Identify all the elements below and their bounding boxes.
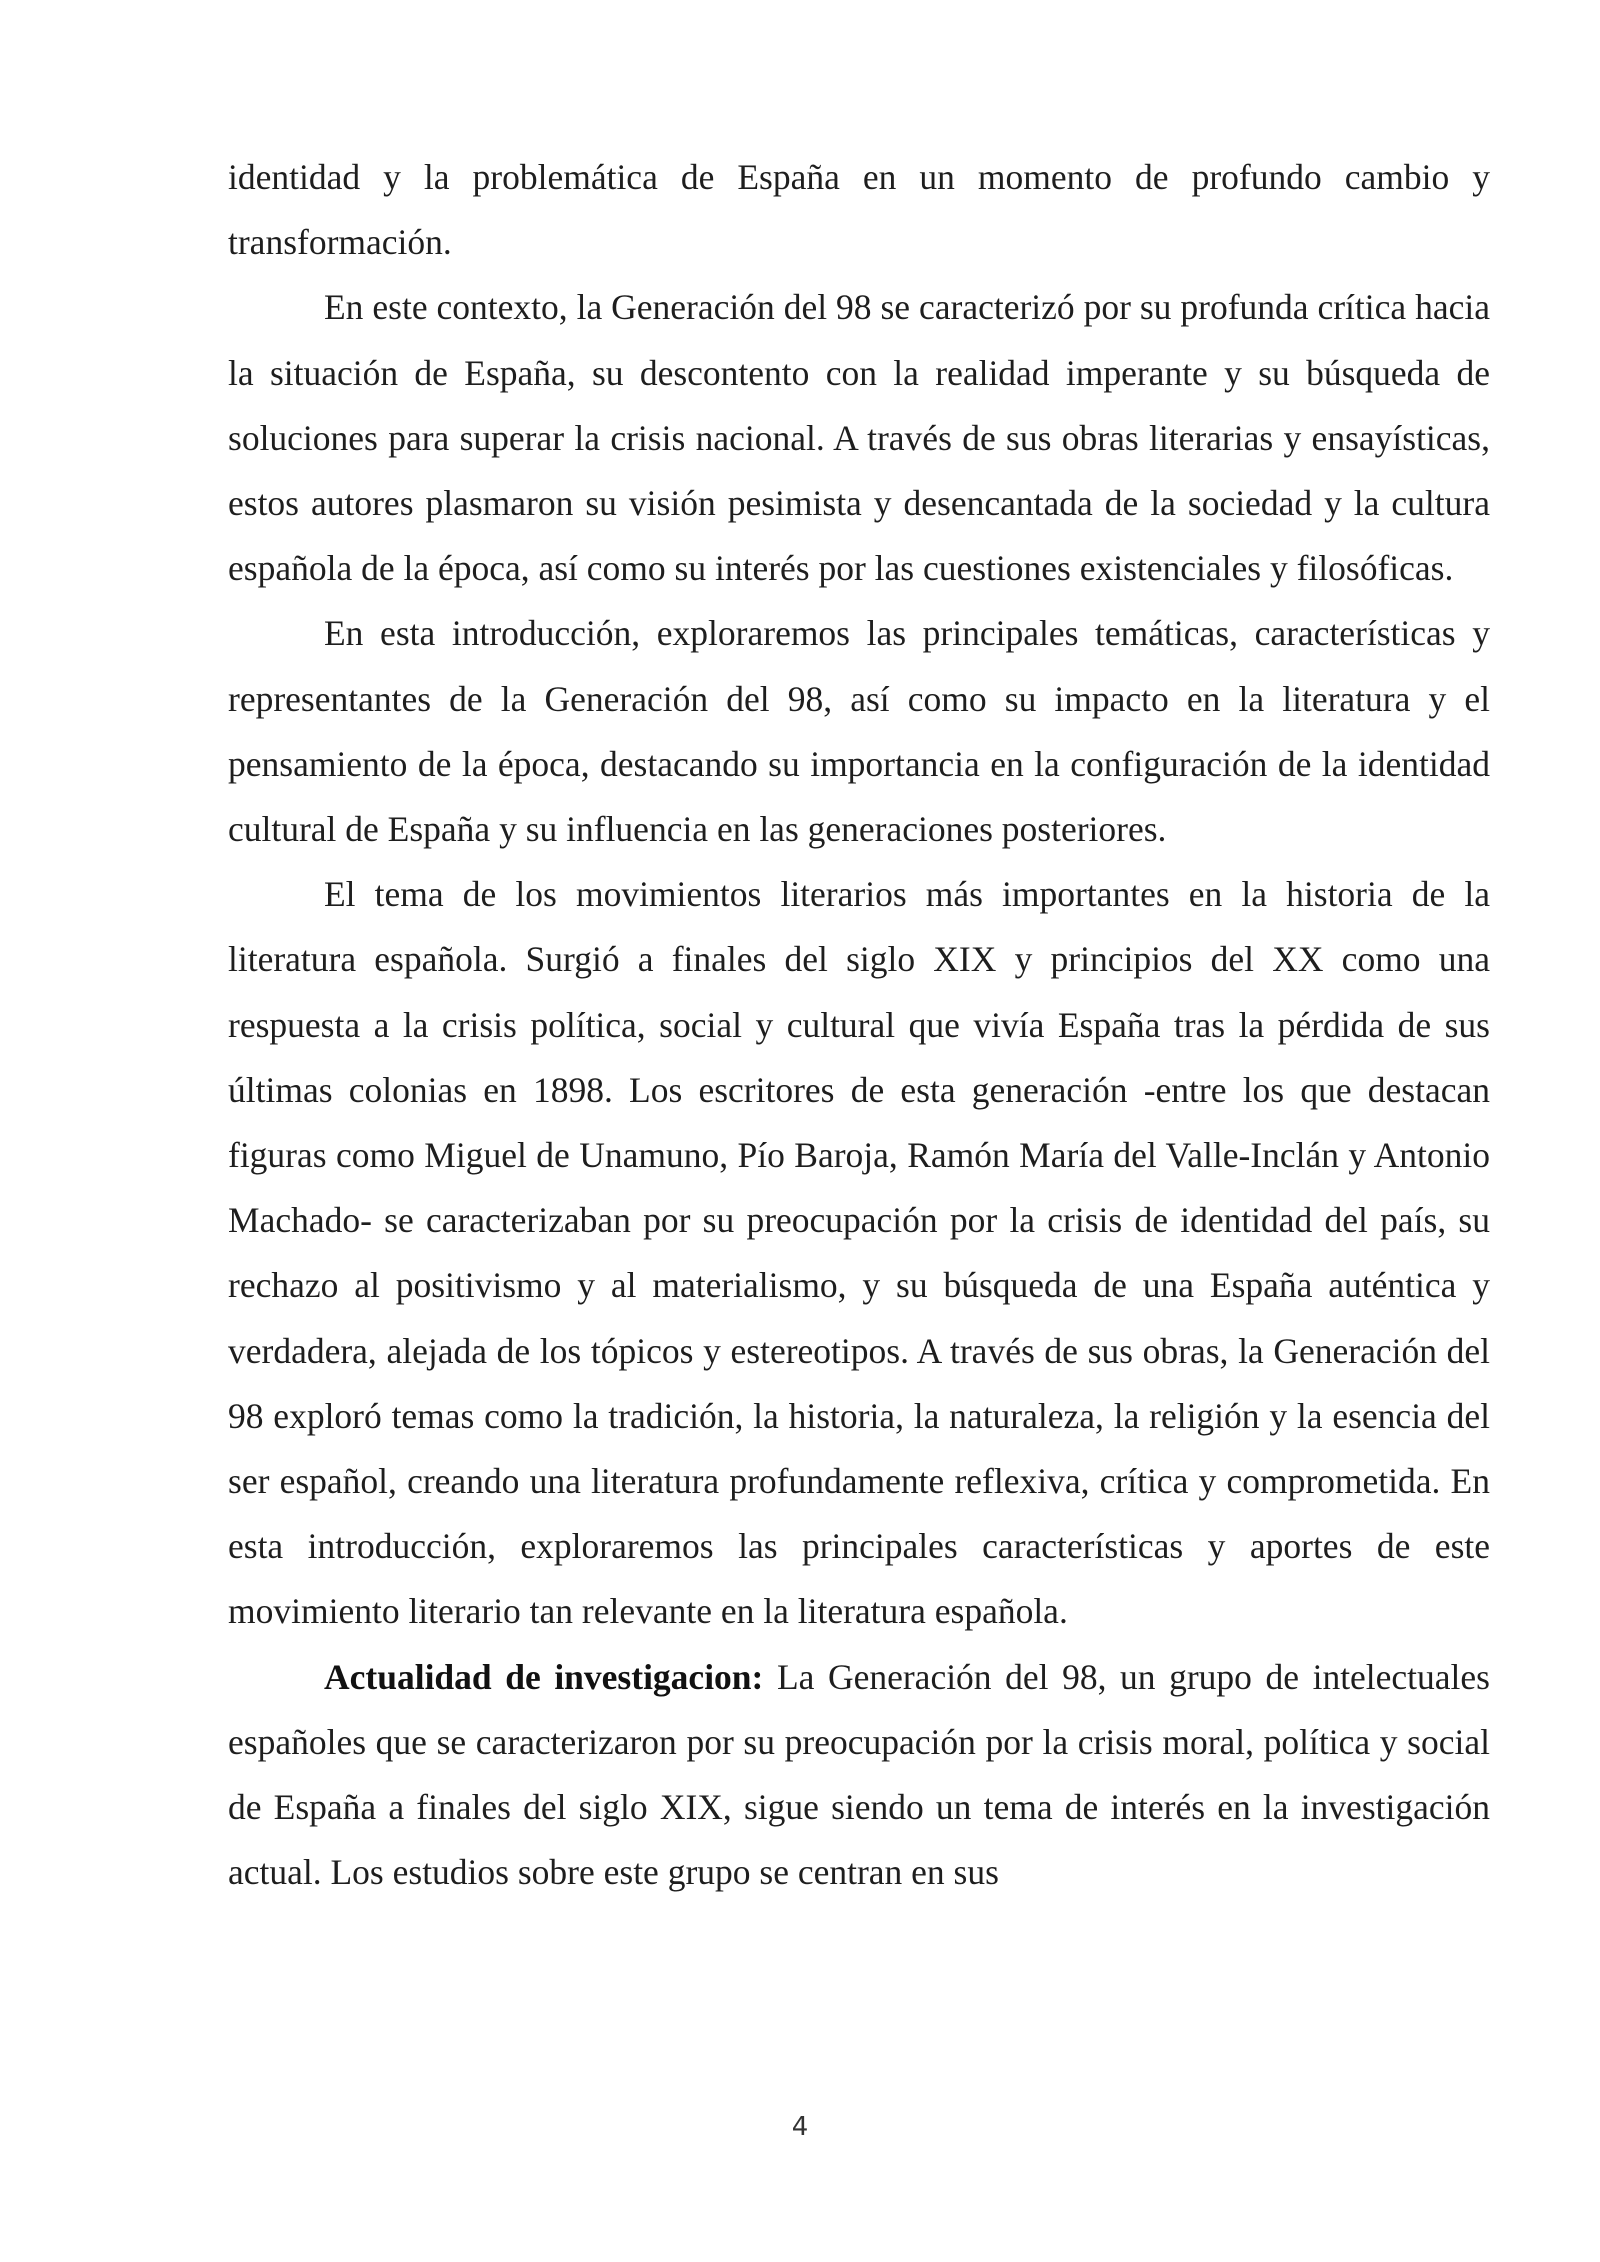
research-actuality-heading: Actualidad de investigacion: (324, 1656, 764, 1697)
research-actuality-text: La Generación del 98, un grupo de intelectuales españoles que se caracterizaron por su preocupación por la crisis moral, política y social de España a finales del siglo XIX, sigue siendo un tema de interés en la investigación actual. Los estudios sobre este grupo se centran en sus (228, 1656, 1490, 1893)
paragraph-movement: El tema de los movimientos literarios más importantes en la historia de la literatura española. Surgió a finales del siglo XIX y principios del XX como una respuesta a la crisis política, social y cultural que vivía España tras la pérdida de sus últimas colonias en 1898. Los escritores de esta generación -entre los que destacan figuras como Miguel de Unamuno, Pío Baroja, Ramón María del Valle-Inclán y Antonio Machado- se caracterizaban por su preocupación por la crisis de identidad del país, su rechazo al positivismo y al materialismo, y su búsqueda de una España auténtica y verdadera, alejada de los tópicos y estereotipos. A través de sus obras, la Generación del 98 exploró temas como la tradición, la historia, la naturaleza, la religión y la esencia del ser español, creando una literatura profundamente reflexiva, crítica y comprometida. En esta introducción, exploraremos las principales características y aportes de este movimiento literario tan relevante en la literatura española. (228, 874, 1490, 1632)
paragraph-research-actuality (228, 1645, 1490, 1906)
paragraph-continuation: identidad y la problemática de España en un momento de profundo cambio y transformación. (228, 157, 1490, 263)
paragraph-context: En este contexto, la Generación del 98 se caracterizó por su profunda crítica hacia la situación de España, su descontento con la realidad imperante y su búsqueda de soluciones para superar la crisis nacional. A través de sus obras literarias y ensayísticas, estos autores plasmaron su visión pesimista y desencantada de la sociedad y la cultura española de la época, así como su interés por las cuestiones existenciales y filosóficas. (228, 287, 1490, 589)
page-number: 4 (791, 2112, 809, 2142)
body-text (228, 145, 1490, 1905)
paragraph-introduction: En esta introducción, exploraremos las principales temáticas, características y representantes de la Generación del 98, así como su impacto en la literatura y el pensamiento de la época, destacando su importancia en la configuración de la identidad cultural de España y su influencia en las generaciones posteriores. (228, 613, 1490, 850)
